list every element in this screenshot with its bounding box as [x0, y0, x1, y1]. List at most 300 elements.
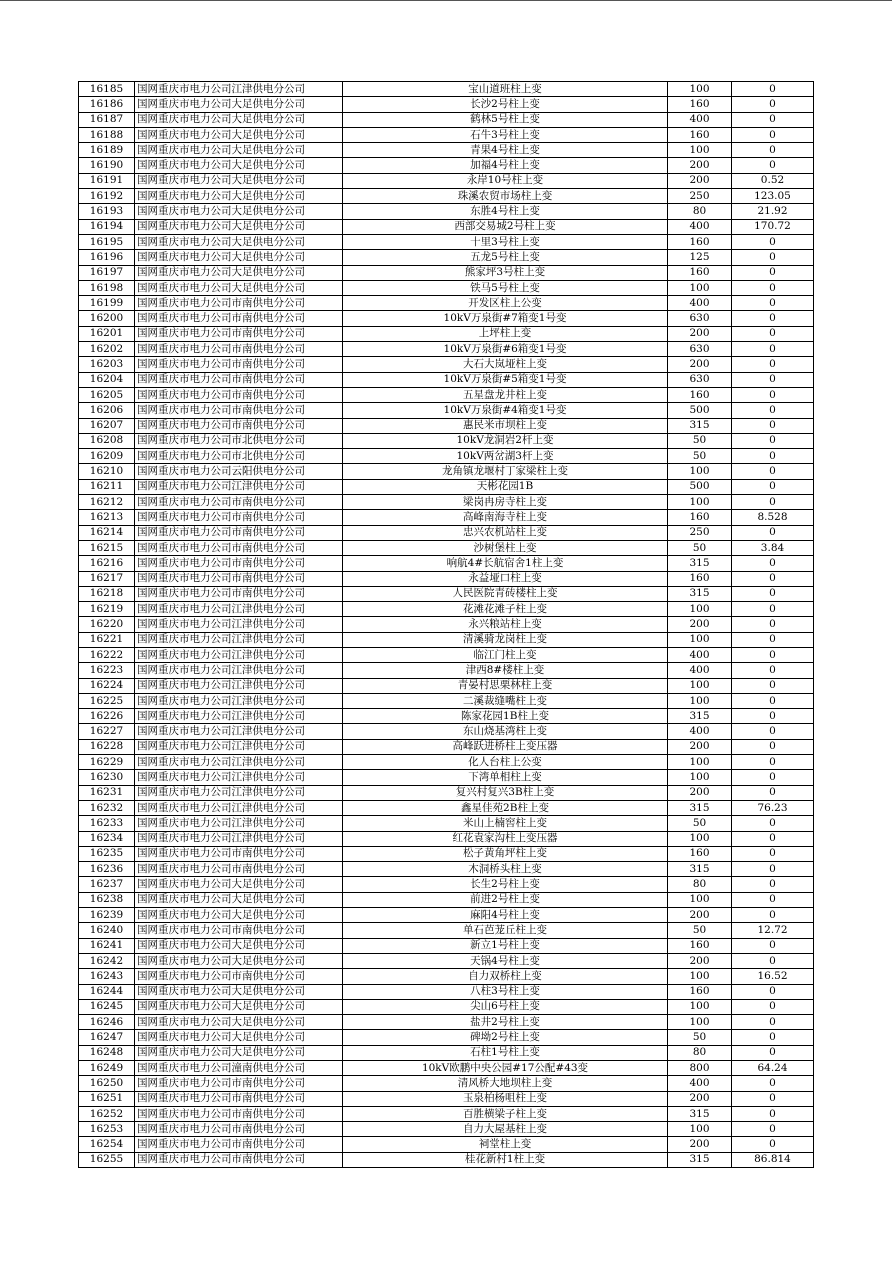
row-id-cell: 16252 — [79, 1106, 135, 1121]
station-name-cell: 单石芭茏丘柱上变 — [343, 923, 668, 938]
station-name-cell: 天锅4号柱上变 — [343, 953, 668, 968]
capacity-cell: 100 — [668, 632, 732, 647]
capacity-cell: 160 — [668, 510, 732, 525]
org-cell: 国网重庆市电力公司大足供电分公司 — [135, 158, 343, 173]
row-id-cell: 16209 — [79, 449, 135, 464]
row-id-cell: 16226 — [79, 709, 135, 724]
station-name-cell: 清风桥大地坝柱上变 — [343, 1076, 668, 1091]
value-cell: 0 — [732, 1106, 814, 1121]
org-cell: 国网重庆市电力公司大足供电分公司 — [135, 189, 343, 204]
value-cell: 0 — [732, 816, 814, 831]
value-cell: 0 — [732, 372, 814, 387]
org-cell: 国网重庆市电力公司市南供电分公司 — [135, 923, 343, 938]
capacity-cell: 50 — [668, 923, 732, 938]
capacity-cell: 100 — [668, 280, 732, 295]
table-row — [79, 357, 814, 372]
table-row — [79, 877, 814, 892]
table-row — [79, 739, 814, 754]
value-cell: 0 — [732, 739, 814, 754]
row-id-cell: 16236 — [79, 862, 135, 877]
capacity-cell: 400 — [668, 219, 732, 234]
row-id-cell: 16190 — [79, 158, 135, 173]
station-name-cell: 东胜4号柱上变 — [343, 204, 668, 219]
station-name-cell: 东山烧基湾柱上变 — [343, 724, 668, 739]
capacity-cell: 160 — [668, 938, 732, 953]
org-cell: 国网重庆市电力公司大足供电分公司 — [135, 999, 343, 1014]
row-id-cell: 16247 — [79, 1030, 135, 1045]
capacity-cell: 250 — [668, 189, 732, 204]
capacity-cell: 160 — [668, 127, 732, 142]
value-cell: 0 — [732, 342, 814, 357]
table-row — [79, 127, 814, 142]
org-cell: 国网重庆市电力公司市南供电分公司 — [135, 571, 343, 586]
capacity-cell: 50 — [668, 449, 732, 464]
station-name-cell: 二溪裁缝嘴柱上变 — [343, 693, 668, 708]
value-cell: 0 — [732, 693, 814, 708]
row-id-cell: 16218 — [79, 586, 135, 601]
row-id-cell: 16192 — [79, 189, 135, 204]
capacity-cell: 200 — [668, 158, 732, 173]
table-row — [79, 433, 814, 448]
row-id-cell: 16235 — [79, 846, 135, 861]
table-row — [79, 862, 814, 877]
value-cell: 76.23 — [732, 800, 814, 815]
value-cell: 0 — [732, 617, 814, 632]
value-cell: 0 — [732, 326, 814, 341]
station-name-cell: 响航4#长航宿舍1柱上变 — [343, 556, 668, 571]
org-cell: 国网重庆市电力公司市南供电分公司 — [135, 1122, 343, 1137]
capacity-cell: 50 — [668, 1030, 732, 1045]
org-cell: 国网重庆市电力公司市南供电分公司 — [135, 372, 343, 387]
station-name-cell: 石柱1号柱上变 — [343, 1045, 668, 1060]
org-cell: 国网重庆市电力公司市南供电分公司 — [135, 1152, 343, 1167]
row-id-cell: 16208 — [79, 433, 135, 448]
row-id-cell: 16239 — [79, 908, 135, 923]
capacity-cell: 315 — [668, 1152, 732, 1167]
station-name-cell: 鹤林5号柱上变 — [343, 112, 668, 127]
row-id-cell: 16220 — [79, 617, 135, 632]
station-name-cell: 石牛3号柱上变 — [343, 127, 668, 142]
value-cell: 86.814 — [732, 1152, 814, 1167]
capacity-cell: 160 — [668, 234, 732, 249]
station-name-cell: 永岸10号柱上变 — [343, 173, 668, 188]
org-cell: 国网重庆市电力公司大足供电分公司 — [135, 173, 343, 188]
table-row — [79, 571, 814, 586]
value-cell: 0 — [732, 678, 814, 693]
value-cell: 0 — [732, 127, 814, 142]
station-name-cell: 青果4号柱上变 — [343, 143, 668, 158]
row-id-cell: 16202 — [79, 342, 135, 357]
table-row — [79, 82, 814, 97]
capacity-cell: 80 — [668, 1045, 732, 1060]
table-row — [79, 296, 814, 311]
capacity-cell: 100 — [668, 770, 732, 785]
table-row — [79, 1015, 814, 1030]
org-cell: 国网重庆市电力公司市南供电分公司 — [135, 862, 343, 877]
capacity-cell: 630 — [668, 342, 732, 357]
capacity-cell: 125 — [668, 250, 732, 265]
row-id-cell: 16221 — [79, 632, 135, 647]
capacity-cell: 100 — [668, 999, 732, 1014]
station-name-cell: 高峰南海寺柱上变 — [343, 510, 668, 525]
org-cell: 国网重庆市电力公司市南供电分公司 — [135, 311, 343, 326]
org-cell: 国网重庆市电力公司江津供电分公司 — [135, 693, 343, 708]
row-id-cell: 16198 — [79, 280, 135, 295]
capacity-cell: 400 — [668, 1076, 732, 1091]
org-cell: 国网重庆市电力公司大足供电分公司 — [135, 204, 343, 219]
row-id-cell: 16230 — [79, 770, 135, 785]
org-cell: 国网重庆市电力公司市南供电分公司 — [135, 1091, 343, 1106]
station-name-cell: 永益垭口柱上变 — [343, 571, 668, 586]
table-row — [79, 709, 814, 724]
station-name-cell: 百胜横梁子柱上变 — [343, 1106, 668, 1121]
row-id-cell: 16242 — [79, 953, 135, 968]
station-name-cell: 熊家坪3号柱上变 — [343, 265, 668, 280]
capacity-cell: 200 — [668, 908, 732, 923]
station-name-cell: 麻阳4号柱上变 — [343, 908, 668, 923]
org-cell: 国网重庆市电力公司大足供电分公司 — [135, 250, 343, 265]
station-name-cell: 临江门柱上变 — [343, 647, 668, 662]
station-name-cell: 自力大屋基柱上变 — [343, 1122, 668, 1137]
station-name-cell: 10kV欧鹏中央公园#17公配#43变 — [343, 1061, 668, 1076]
row-id-cell: 16225 — [79, 693, 135, 708]
value-cell: 0 — [732, 938, 814, 953]
row-id-cell: 16200 — [79, 311, 135, 326]
org-cell: 国网重庆市电力公司江津供电分公司 — [135, 632, 343, 647]
value-cell: 0 — [732, 495, 814, 510]
row-id-cell: 16185 — [79, 82, 135, 97]
station-name-cell: 尖山6号柱上变 — [343, 999, 668, 1014]
org-cell: 国网重庆市电力公司大足供电分公司 — [135, 112, 343, 127]
table-row — [79, 663, 814, 678]
value-cell: 0 — [732, 602, 814, 617]
capacity-cell: 400 — [668, 296, 732, 311]
value-cell: 0 — [732, 234, 814, 249]
row-id-cell: 16238 — [79, 892, 135, 907]
value-cell: 170.72 — [732, 219, 814, 234]
org-cell: 国网重庆市电力公司江津供电分公司 — [135, 800, 343, 815]
capacity-cell: 315 — [668, 1106, 732, 1121]
value-cell: 0 — [732, 82, 814, 97]
station-name-cell: 永兴粮站柱上变 — [343, 617, 668, 632]
value-cell: 16.52 — [732, 969, 814, 984]
table-row — [79, 693, 814, 708]
org-cell: 国网重庆市电力公司市南供电分公司 — [135, 1076, 343, 1091]
table-row — [79, 495, 814, 510]
org-cell: 国网重庆市电力公司大足供电分公司 — [135, 877, 343, 892]
page-top-rule — [0, 0, 892, 1]
row-id-cell: 16227 — [79, 724, 135, 739]
table-row — [79, 1061, 814, 1076]
org-cell: 国网重庆市电力公司市南供电分公司 — [135, 495, 343, 510]
row-id-cell: 16231 — [79, 785, 135, 800]
value-cell: 0 — [732, 250, 814, 265]
org-cell: 国网重庆市电力公司大足供电分公司 — [135, 908, 343, 923]
capacity-cell: 200 — [668, 326, 732, 341]
org-cell: 国网重庆市电力公司大足供电分公司 — [135, 280, 343, 295]
station-name-cell: 珠溪农贸市场柱上变 — [343, 189, 668, 204]
table-row — [79, 831, 814, 846]
value-cell: 0 — [732, 1137, 814, 1152]
row-id-cell: 16206 — [79, 403, 135, 418]
row-id-cell: 16216 — [79, 556, 135, 571]
table-row — [79, 1137, 814, 1152]
table-row — [79, 158, 814, 173]
capacity-cell: 100 — [668, 464, 732, 479]
table-row — [79, 204, 814, 219]
value-cell: 0 — [732, 663, 814, 678]
table-row — [79, 770, 814, 785]
capacity-cell: 200 — [668, 357, 732, 372]
value-cell: 0 — [732, 862, 814, 877]
org-cell: 国网重庆市电力公司市南供电分公司 — [135, 342, 343, 357]
table-row — [79, 464, 814, 479]
value-cell: 0 — [732, 1091, 814, 1106]
station-name-cell: 10kV龙洞岩2杆上变 — [343, 433, 668, 448]
capacity-cell: 630 — [668, 372, 732, 387]
station-name-cell: 西部交易城2号柱上变 — [343, 219, 668, 234]
capacity-cell: 200 — [668, 739, 732, 754]
org-cell: 国网重庆市电力公司大足供电分公司 — [135, 1045, 343, 1060]
org-cell: 国网重庆市电力公司江津供电分公司 — [135, 770, 343, 785]
row-id-cell: 16193 — [79, 204, 135, 219]
org-cell: 国网重庆市电力公司市南供电分公司 — [135, 1137, 343, 1152]
org-cell: 国网重庆市电力公司大足供电分公司 — [135, 265, 343, 280]
station-name-cell: 新立1号柱上变 — [343, 938, 668, 953]
table-row — [79, 326, 814, 341]
station-name-cell: 青晏村思栗林柱上变 — [343, 678, 668, 693]
capacity-cell: 800 — [668, 1061, 732, 1076]
org-cell: 国网重庆市电力公司市南供电分公司 — [135, 540, 343, 555]
row-id-cell: 16246 — [79, 1015, 135, 1030]
value-cell: 0 — [732, 1030, 814, 1045]
value-cell: 0 — [732, 632, 814, 647]
station-name-cell: 下湾单相柱上变 — [343, 770, 668, 785]
station-name-cell: 忠兴农机站柱上变 — [343, 525, 668, 540]
capacity-cell: 100 — [668, 892, 732, 907]
table-row — [79, 846, 814, 861]
table-row — [79, 97, 814, 112]
station-name-cell: 宝山道班柱上变 — [343, 82, 668, 97]
capacity-cell: 100 — [668, 495, 732, 510]
value-cell: 8.528 — [732, 510, 814, 525]
value-cell: 0 — [732, 831, 814, 846]
capacity-cell: 160 — [668, 265, 732, 280]
capacity-cell: 200 — [668, 1137, 732, 1152]
table-row — [79, 510, 814, 525]
org-cell: 国网重庆市电力公司市南供电分公司 — [135, 418, 343, 433]
org-cell: 国网重庆市电力公司市南供电分公司 — [135, 846, 343, 861]
table-row — [79, 647, 814, 662]
table-row — [79, 632, 814, 647]
row-id-cell: 16224 — [79, 678, 135, 693]
value-cell: 0 — [732, 449, 814, 464]
row-id-cell: 16219 — [79, 602, 135, 617]
value-cell: 0 — [732, 296, 814, 311]
row-id-cell: 16241 — [79, 938, 135, 953]
station-name-cell: 10kV万泉街#6箱变1号变 — [343, 342, 668, 357]
capacity-cell: 400 — [668, 647, 732, 662]
table-row — [79, 1152, 814, 1167]
value-cell: 0 — [732, 709, 814, 724]
org-cell: 国网重庆市电力公司江津供电分公司 — [135, 831, 343, 846]
row-id-cell: 16204 — [79, 372, 135, 387]
capacity-cell: 100 — [668, 969, 732, 984]
row-id-cell: 16195 — [79, 234, 135, 249]
station-name-cell: 花滩花滩子柱上变 — [343, 602, 668, 617]
table-row — [79, 908, 814, 923]
capacity-cell: 160 — [668, 387, 732, 402]
row-id-cell: 16253 — [79, 1122, 135, 1137]
station-name-cell: 玉泉柏杨咀柱上变 — [343, 1091, 668, 1106]
row-id-cell: 16214 — [79, 525, 135, 540]
value-cell: 0 — [732, 143, 814, 158]
table-row — [79, 418, 814, 433]
table-row — [79, 1106, 814, 1121]
table-row — [79, 112, 814, 127]
capacity-cell: 315 — [668, 709, 732, 724]
org-cell: 国网重庆市电力公司江津供电分公司 — [135, 617, 343, 632]
station-name-cell: 津西8#楼柱上变 — [343, 663, 668, 678]
org-cell: 国网重庆市电力公司市南供电分公司 — [135, 387, 343, 402]
value-cell: 0 — [732, 158, 814, 173]
row-id-cell: 16188 — [79, 127, 135, 142]
value-cell: 123.05 — [732, 189, 814, 204]
value-cell: 0 — [732, 387, 814, 402]
org-cell: 国网重庆市电力公司大足供电分公司 — [135, 143, 343, 158]
capacity-cell: 100 — [668, 755, 732, 770]
capacity-cell: 200 — [668, 953, 732, 968]
row-id-cell: 16233 — [79, 816, 135, 831]
station-name-cell: 祠堂柱上变 — [343, 1137, 668, 1152]
table-row — [79, 1122, 814, 1137]
station-name-cell: 自力双桥柱上变 — [343, 969, 668, 984]
value-cell: 0 — [732, 647, 814, 662]
station-name-cell: 米山上楠窖柱上变 — [343, 816, 668, 831]
row-id-cell: 16244 — [79, 984, 135, 999]
row-id-cell: 16187 — [79, 112, 135, 127]
capacity-cell: 80 — [668, 204, 732, 219]
table-row — [79, 969, 814, 984]
org-cell: 国网重庆市电力公司市南供电分公司 — [135, 586, 343, 601]
capacity-cell: 100 — [668, 1122, 732, 1137]
row-id-cell: 16254 — [79, 1137, 135, 1152]
org-cell: 国网重庆市电力公司市南供电分公司 — [135, 326, 343, 341]
row-id-cell: 16210 — [79, 464, 135, 479]
row-id-cell: 16211 — [79, 479, 135, 494]
table-row — [79, 556, 814, 571]
table-row — [79, 525, 814, 540]
station-name-cell: 10kV两岔湖3杆上变 — [343, 449, 668, 464]
table-row — [79, 280, 814, 295]
station-name-cell: 十里3号柱上变 — [343, 234, 668, 249]
row-id-cell: 16234 — [79, 831, 135, 846]
value-cell: 3.84 — [732, 540, 814, 555]
station-name-cell: 惠民米市坝柱上变 — [343, 418, 668, 433]
org-cell: 国网重庆市电力公司大足供电分公司 — [135, 1030, 343, 1045]
table-row — [79, 449, 814, 464]
station-name-cell: 大石大岚垭柱上变 — [343, 357, 668, 372]
table-row — [79, 1045, 814, 1060]
capacity-cell: 100 — [668, 143, 732, 158]
station-name-cell: 铁马5号柱上变 — [343, 280, 668, 295]
capacity-cell: 160 — [668, 984, 732, 999]
value-cell: 0 — [732, 1045, 814, 1060]
row-id-cell: 16197 — [79, 265, 135, 280]
table-row — [79, 586, 814, 601]
org-cell: 国网重庆市电力公司大足供电分公司 — [135, 984, 343, 999]
capacity-cell: 315 — [668, 800, 732, 815]
capacity-cell: 400 — [668, 663, 732, 678]
value-cell: 0 — [732, 1076, 814, 1091]
value-cell: 0 — [732, 433, 814, 448]
station-name-cell: 前进2号柱上变 — [343, 892, 668, 907]
value-cell: 0 — [732, 311, 814, 326]
row-id-cell: 16189 — [79, 143, 135, 158]
table-row — [79, 892, 814, 907]
station-name-cell: 龙角镇龙堰村丁家梁柱上变 — [343, 464, 668, 479]
org-cell: 国网重庆市电力公司大足供电分公司 — [135, 127, 343, 142]
row-id-cell: 16250 — [79, 1076, 135, 1091]
org-cell: 国网重庆市电力公司市北供电分公司 — [135, 449, 343, 464]
org-cell: 国网重庆市电力公司大足供电分公司 — [135, 892, 343, 907]
station-name-cell: 五星盘龙井柱上变 — [343, 387, 668, 402]
value-cell: 0 — [732, 785, 814, 800]
value-cell: 0 — [732, 892, 814, 907]
row-id-cell: 16232 — [79, 800, 135, 815]
value-cell: 0 — [732, 999, 814, 1014]
station-name-cell: 木洞桥头柱上变 — [343, 862, 668, 877]
capacity-cell: 315 — [668, 418, 732, 433]
org-cell: 国网重庆市电力公司市南供电分公司 — [135, 357, 343, 372]
table-row — [79, 755, 814, 770]
table-row — [79, 785, 814, 800]
value-cell: 21.92 — [732, 204, 814, 219]
station-name-cell: 鑫星佳苑2B柱上变 — [343, 800, 668, 815]
station-name-cell: 人民医院青砖楼柱上变 — [343, 586, 668, 601]
station-name-cell: 天彬花园1B — [343, 479, 668, 494]
table-row — [79, 984, 814, 999]
table-row — [79, 800, 814, 815]
row-id-cell: 16222 — [79, 647, 135, 662]
capacity-cell: 200 — [668, 1091, 732, 1106]
capacity-cell: 50 — [668, 540, 732, 555]
row-id-cell: 16213 — [79, 510, 135, 525]
row-id-cell: 16196 — [79, 250, 135, 265]
capacity-cell: 100 — [668, 831, 732, 846]
station-name-cell: 八柱3号柱上变 — [343, 984, 668, 999]
station-name-cell: 松子黄角坪柱上变 — [343, 846, 668, 861]
table-row — [79, 678, 814, 693]
station-name-cell: 10kV万泉街#5箱变1号变 — [343, 372, 668, 387]
table-row — [79, 1091, 814, 1106]
org-cell: 国网重庆市电力公司大足供电分公司 — [135, 1015, 343, 1030]
org-cell: 国网重庆市电力公司江津供电分公司 — [135, 479, 343, 494]
row-id-cell: 16240 — [79, 923, 135, 938]
station-name-cell: 沙树堡柱上变 — [343, 540, 668, 555]
row-id-cell: 16249 — [79, 1061, 135, 1076]
table-row — [79, 479, 814, 494]
table-row — [79, 953, 814, 968]
table-row — [79, 816, 814, 831]
org-cell: 国网重庆市电力公司江津供电分公司 — [135, 724, 343, 739]
table-row — [79, 219, 814, 234]
value-cell: 64.24 — [732, 1061, 814, 1076]
table-row — [79, 938, 814, 953]
row-id-cell: 16212 — [79, 495, 135, 510]
value-cell: 0 — [732, 280, 814, 295]
capacity-cell: 100 — [668, 602, 732, 617]
